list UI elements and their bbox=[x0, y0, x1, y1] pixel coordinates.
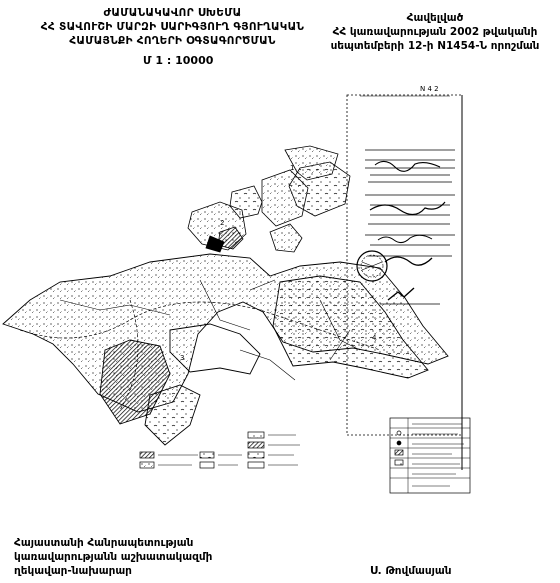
map-scale: Մ 1 : 10000 bbox=[143, 54, 214, 67]
approval-line-2: ՀՀ կառավարության 2002 թվականի bbox=[332, 26, 538, 38]
approval-line-1: Հավելված bbox=[406, 12, 464, 24]
scheme-title-line-3: ՀԱՄԱՅՆՔԻ ՀՈՂԵՐԻ ՕԳՏԱԳՈՐԾՄԱՆ bbox=[69, 35, 276, 47]
ministry-line-2: կառավարությանն աշխատակազմի bbox=[14, 551, 213, 563]
sheet-corner-label: N 4 2 bbox=[420, 85, 439, 93]
ministry-line-3: ղեկավար-նախարար bbox=[14, 565, 132, 577]
region-label-3: 3 bbox=[180, 354, 185, 362]
main-parcels bbox=[3, 254, 448, 445]
legend-table bbox=[390, 418, 470, 493]
ministry-line-1: Հայաստանի Հանրապետության bbox=[14, 537, 194, 549]
region-label-1: 1 bbox=[290, 164, 295, 172]
approval-line-3: սեպտեմբերի 12-ի N1454-Ն որոշման bbox=[330, 40, 540, 52]
region-label-4: 4 bbox=[372, 334, 377, 342]
signatory-name: Ս. Թովմասյան bbox=[370, 565, 452, 577]
scheme-title-line-2: ՀՀ ՏԱՎՈՒՇԻ ՄԱՐԶԻ ՍԱՐԻԳՅՈՒՂ ԳՅՈՒՂԱԿԱՆ bbox=[40, 21, 305, 33]
scheme-title-line-1: ԺԱՄԱՆԱԿԱՎՈՐ ՍԽԵՄԱ bbox=[103, 7, 242, 19]
region-label-2: 2 bbox=[220, 219, 225, 227]
north-parcels bbox=[188, 146, 350, 252]
